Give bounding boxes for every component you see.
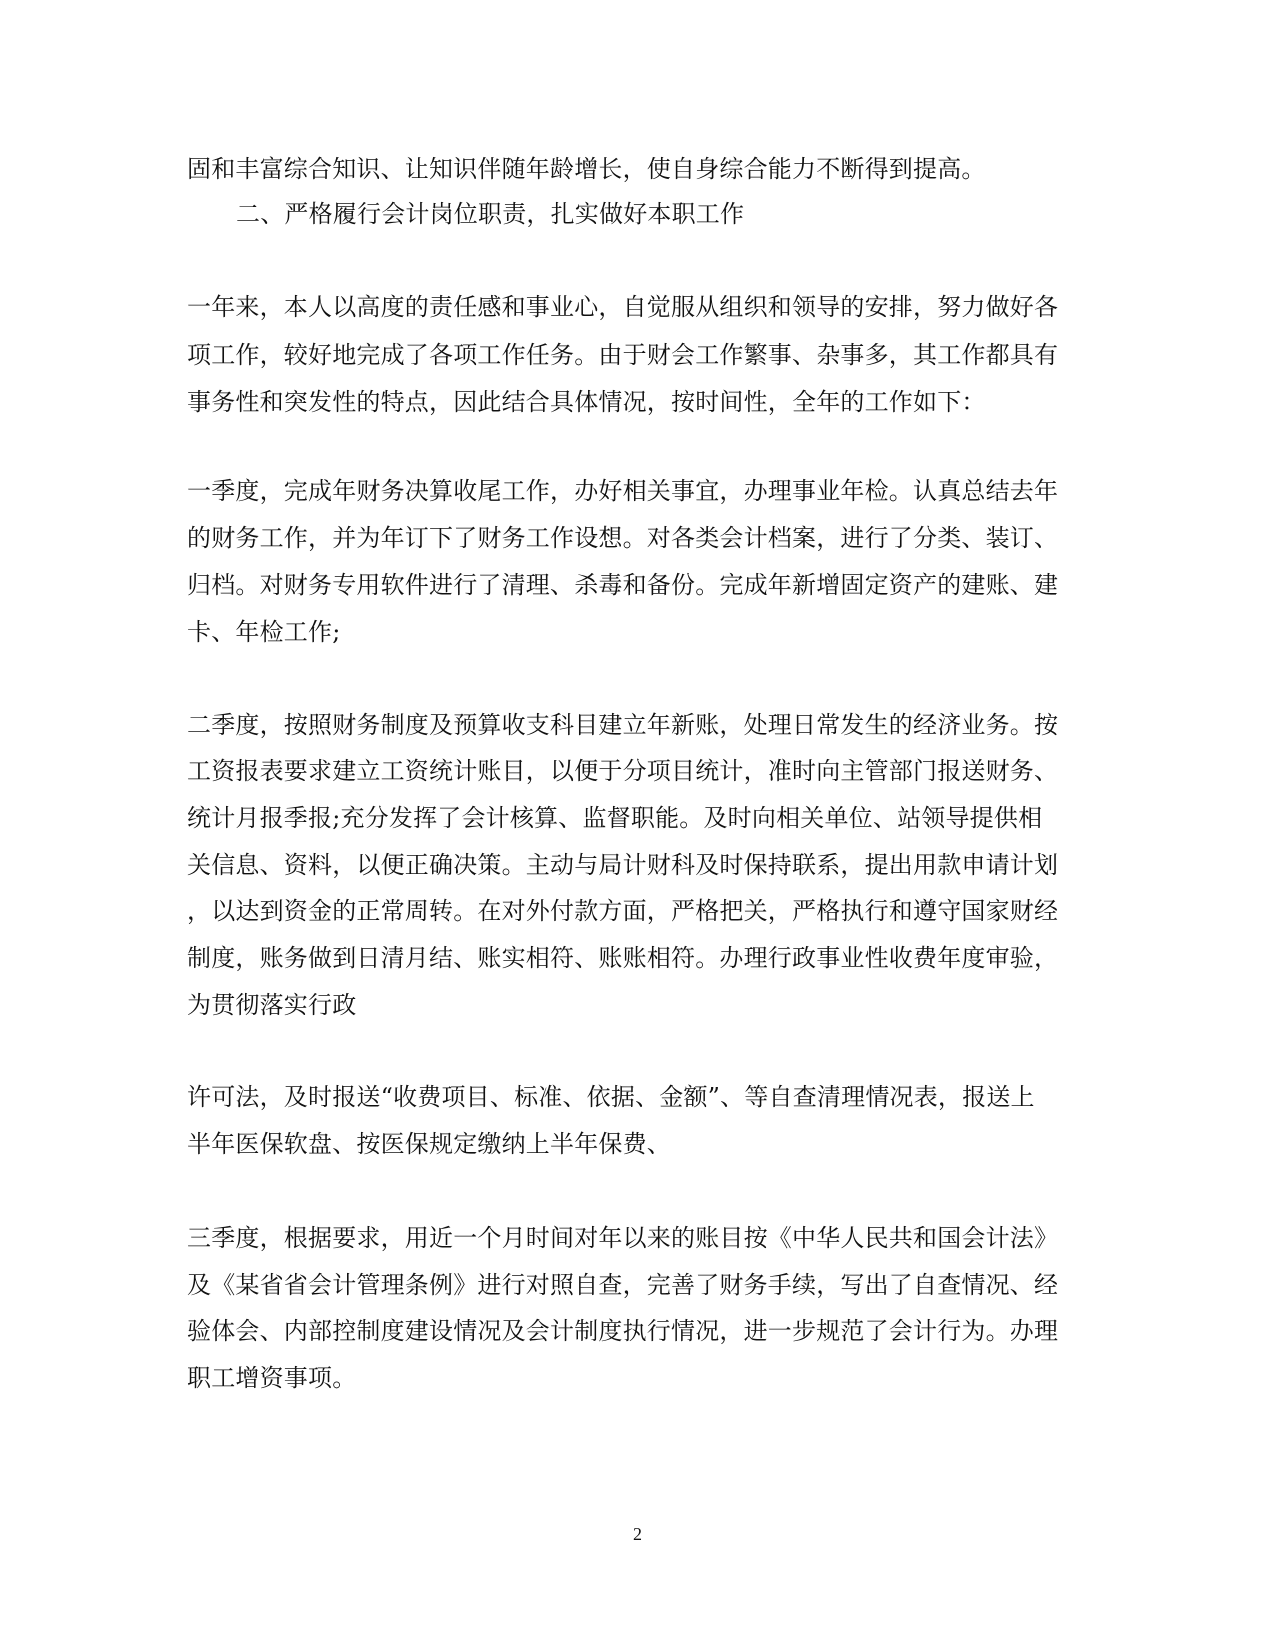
text-line-3: 一年来，本人以高度的责任感和事业心，自觉服从组织和领导的安排，努力做好各 [187, 293, 1059, 321]
text-line-17: 许可法，及时报送“收费项目、标准、依据、金额”、等自查清理情况表，报送上 [187, 1083, 1035, 1111]
text-line-16: 为贯彻落实行政 [187, 991, 357, 1019]
text-line-9: 卡、年检工作; [187, 618, 341, 646]
text-line-1: 固和丰富综合知识、让知识伴随年龄增长，使自身综合能力不断得到提高。 [187, 155, 986, 183]
page-number: 2 [633, 1524, 642, 1544]
text-line-7: 的财务工作，并为年订下了财务工作设想。对各类会计档案，进行了分类、装订、 [187, 524, 1059, 552]
text-line-6: 一季度，完成年财务决算收尾工作，办好相关事宜，办理事业年检。认真总结去年 [187, 477, 1059, 505]
text-line-21: 验体会、内部控制度建设情况及会计制度执行情况，进一步规范了会计行为。办理 [187, 1317, 1059, 1345]
text-line-13: 关信息、资料，以便正确决策。主动与局计财科及时保持联系，提出用款申请计划 [187, 851, 1059, 879]
text-line-11: 工资报表要求建立工资统计账目，以便于分项目统计，准时向主管部门报送财务、 [187, 757, 1059, 785]
text-line-19: 三季度，根据要求，用近一个月时间对年以来的账目按《中华人民共和国会计法》 [187, 1224, 1059, 1252]
text-line-14: ，以达到资金的正常周转。在对外付款方面，严格把关，严格执行和遵守国家财经 [187, 897, 1059, 925]
text-line-5: 事务性和突发性的特点，因此结合具体情况，按时间性，全年的工作如下： [187, 388, 986, 416]
text-line-22: 职工增资事项。 [187, 1364, 357, 1392]
section-heading: 二、严格履行会计岗位职责，扎实做好本职工作 [236, 200, 745, 228]
text-line-10: 二季度，按照财务制度及预算收支科目建立年新账，处理日常发生的经济业务。按 [187, 711, 1059, 739]
text-line-18: 半年医保软盘、按医保规定缴纳上半年保费、 [187, 1130, 671, 1158]
text-line-15: 制度，账务做到日清月结、账实相符、账账相符。办理行政事业性收费年度审验， [187, 944, 1059, 972]
text-line-8: 归档。对财务专用软件进行了清理、杀毒和备份。完成年新增固定资产的建账、建 [187, 571, 1059, 599]
text-line-4: 项工作，较好地完成了各项工作任务。由于财会工作繁事、杂事多，其工作都具有 [187, 341, 1059, 369]
text-line-20: 及《某省省会计管理条例》进行对照自查，完善了财务手续，写出了自查情况、经 [187, 1271, 1059, 1299]
text-line-12: 统计月报季报;充分发挥了会计核算、监督职能。及时向相关单位、站领导提供相 [187, 804, 1043, 832]
